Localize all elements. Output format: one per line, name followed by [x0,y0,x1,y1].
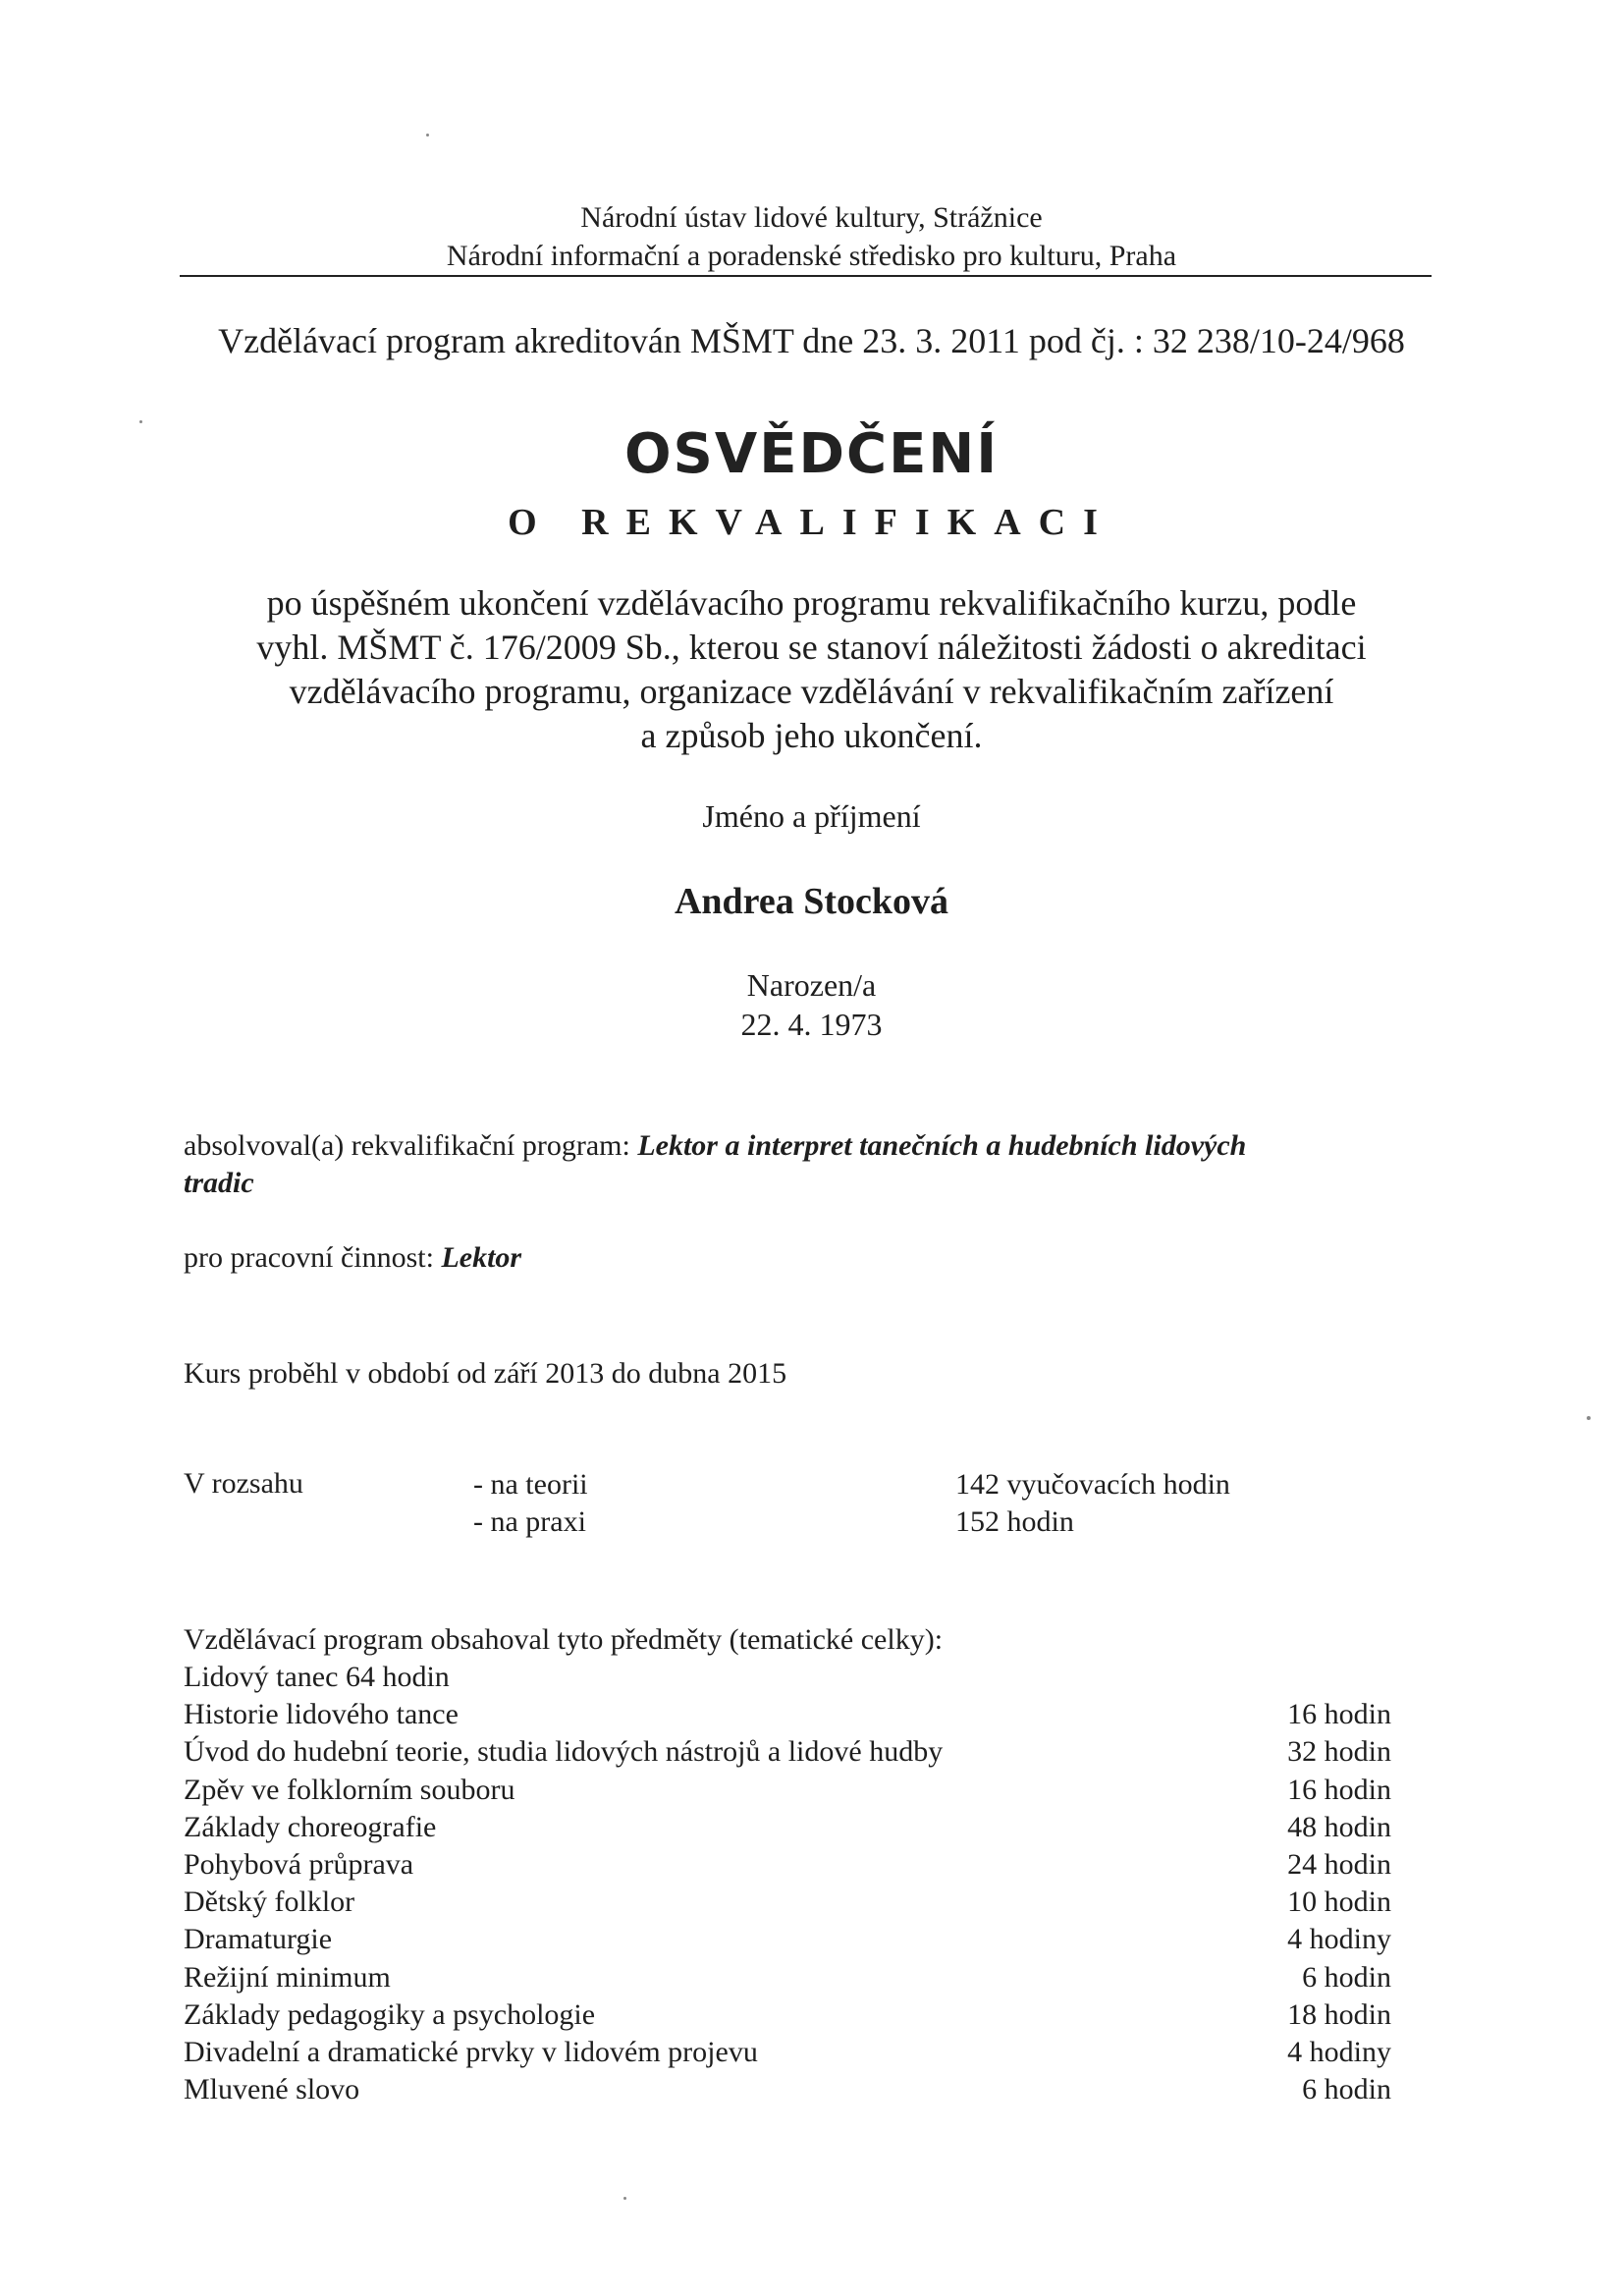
subject-hours: 18 hodin [1287,1997,1391,2031]
list-item [184,2034,1391,2071]
list-item [184,1733,1391,1771]
activity-line [184,1239,521,1277]
subject-hours: 16 hodin [1287,1773,1391,1806]
list-item [184,1659,1391,1696]
course-period: Kurs proběhl v období od září 2013 do dubna 2015 [184,1357,787,1390]
list-item [184,1996,1391,2034]
subject-name: Základy pedagogiky a psychologie [184,1997,596,2031]
scope-practice-label: - na praxi [473,1505,586,1538]
list-item [184,1959,1391,1996]
subject-name: Historie lidového tance [184,1698,459,1731]
scope-practice-value: 152 hodin [955,1505,1074,1538]
program-name: Lektor a interpret tanečních a hudebních lidových [637,1129,1247,1162]
list-item [184,1809,1391,1846]
subject-name: Základy choreografie [184,1810,437,1843]
header-divider [180,275,1432,277]
accreditation-line: Vzdělávací program akreditován MŠMT dne 23. 3. 2011 pod čj. : 32 238/10-24/968 [218,321,1405,360]
subject-name: Zpěv ve folklorním souboru [184,1773,515,1806]
scan-speckle [1587,1416,1591,1420]
certificate-title: OSVĚDČENÍ [623,422,1000,486]
scan-speckle [623,2197,626,2200]
subject-name: Dětský folklor [184,1886,355,1919]
program-line-1 [184,1127,1246,1165]
activity-label: pro pracovní činnost: [184,1241,434,1274]
intro-line-1: po úspěšném ukončení vzdělávacího programu rekvalifikačního kurzu, podle [266,583,1357,623]
subject-hours: 10 hodin [1287,1886,1391,1919]
certificate-subtitle: O REKVALIFIKACI [508,502,1115,543]
intro-line-2: vyhl. MŠMT č. 176/2009 Sb., kterou se stanoví náležitosti žádosti o akreditaci [256,628,1367,667]
scan-speckle [426,134,429,137]
scope-theory-value: 142 vyučovacích hodin [955,1468,1230,1501]
subject-hours: 6 hodin [1302,2073,1391,2106]
scan-speckle [139,420,142,423]
list-item [184,2071,1391,2108]
subject-name: Lidový tanec 64 hodin [184,1661,450,1693]
subject-hours: 4 hodiny [1287,1923,1391,1956]
intro-line-4: a způsob jeho ukončení. [640,716,983,755]
subject-name: Mluvené slovo [184,2073,360,2106]
institution-line-1: Národní ústav lidové kultury, Strážnice [580,201,1043,234]
person-name: Andrea Stocková [674,881,949,922]
subject-hours: 32 hodin [1287,1735,1391,1769]
subjects-heading: Vzdělávací program obsahoval tyto předměty (tematické celky): [184,1623,944,1656]
subject-name: Režijní minimum [184,1960,391,1994]
name-label: Jméno a příjmení [702,798,921,834]
list-item [184,1696,1391,1733]
activity-value: Lektor [441,1241,522,1274]
subject-name: Dramaturgie [184,1923,333,1956]
institution-line-2: Národní informační a poradenské středisko pro kulturu, Praha [446,240,1177,272]
program-label: absolvoval(a) rekvalifikační program: [184,1129,630,1162]
subject-hours: 6 hodin [1302,1960,1391,1994]
list-item [184,1884,1391,1921]
subject-name: Pohybová průprava [184,1847,414,1881]
program-name-line-2: tradic [184,1167,254,1199]
subject-hours: 24 hodin [1287,1847,1391,1881]
born-date: 22. 4. 1973 [740,1007,883,1042]
subject-hours: 16 hodin [1287,1698,1391,1731]
subjects-list [184,1659,1391,2108]
subject-hours: 48 hodin [1287,1810,1391,1843]
list-item [184,1921,1391,1958]
intro-line-3: vzdělávacího programu, organizace vzdělávání v rekvalifikačním zařízení [289,672,1334,711]
scope-theory-label: - na teorii [473,1468,588,1501]
list-item [184,1846,1391,1884]
born-label: Narozen/a [746,967,877,1003]
subject-name: Úvod do hudební teorie, studia lidových nástrojů a lidové hudby [184,1735,944,1769]
scope-label: V rozsahu [184,1467,303,1500]
list-item [184,1772,1391,1809]
subject-hours: 4 hodiny [1287,2035,1391,2068]
subject-name: Divadelní a dramatické prvky v lidovém projevu [184,2035,758,2068]
